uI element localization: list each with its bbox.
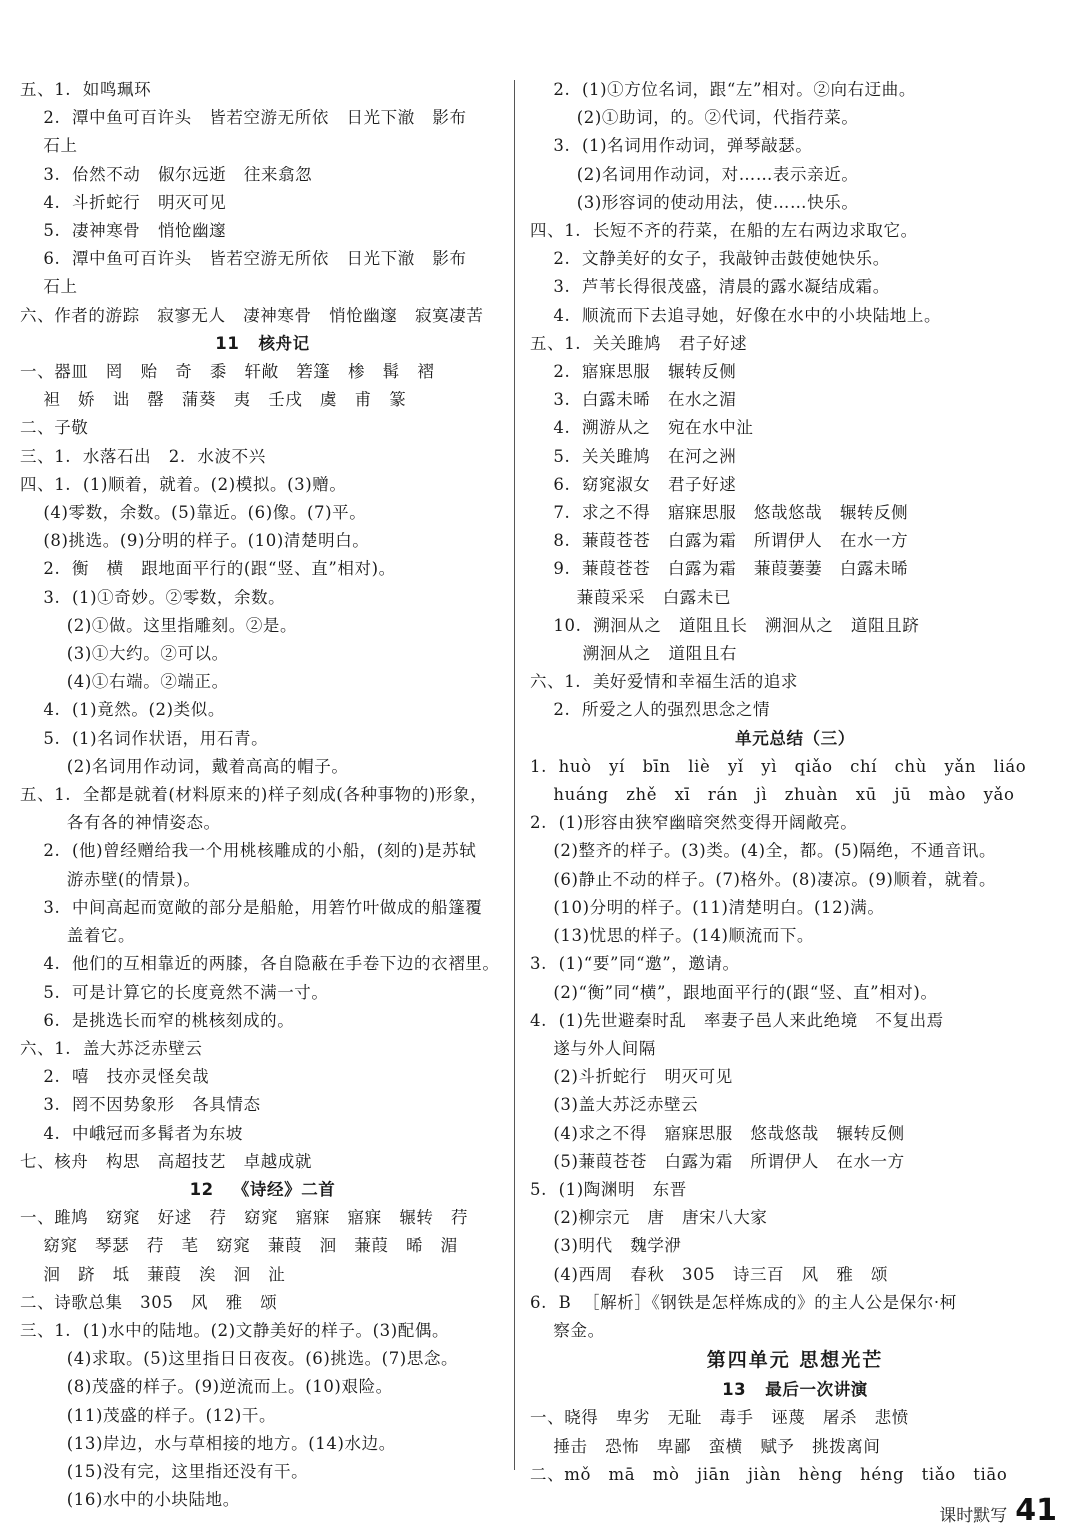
left-text-line: (8)茂盛的样子。(9)逆流而上。(10)艰险。 <box>20 1377 393 1397</box>
right-heading: 13 最后一次讲演 <box>722 1380 868 1400</box>
left-text-line: 3. 罔不因势象形 各具情态 <box>20 1095 261 1115</box>
left-text-line: (4)零数，余数。(5)靠近。(6)像。(7)平。 <box>20 503 367 523</box>
left-text-line: 三、1. 水落石出 2. 水波不兴 <box>20 446 266 466</box>
left-text-line: (15)没有完，这里指还没有干。 <box>20 1461 309 1481</box>
left-text-line: (2)①做。这里指雕刻。②是。 <box>20 615 298 635</box>
right-text-line: 五、1. 关关雎鸠 君子好逑 <box>530 333 748 353</box>
right-text-line: 4. 顺流而下去追寻她，好像在水中的小块陆地上。 <box>530 305 942 325</box>
column-divider <box>514 80 515 1470</box>
left-text-line: 游赤壁(的情景)。 <box>20 869 201 889</box>
right-text-line: 遂与外人间隔 <box>530 1038 656 1058</box>
page-footer <box>939 1493 1057 1528</box>
right-text-line: 4. (1)先世避秦时乱 率妻子邑人来此绝境 不复出焉 <box>530 1010 944 1030</box>
right-text-line: 察金。 <box>530 1320 605 1340</box>
right-text-line: 3. (1)名词用作动词，弹琴敲瑟。 <box>530 136 813 156</box>
left-text-line: 石上 <box>20 277 78 297</box>
right-text-line: (2)“衡”同“横”，跟地面平行的(跟“竖、直”相对)。 <box>530 982 938 1002</box>
left-text-line: 5. (1)名词作状语，用石青。 <box>20 728 269 748</box>
left-text-line: 袒 娇 诎 罄 蒲葵 夷 壬戌 虞 甫 篆 <box>20 390 407 410</box>
right-text-line: 8. 蒹葭苍苍 白露为霜 所谓伊人 在水一方 <box>530 531 909 551</box>
left-text-line: (4)求取。(5)这里指日日夜夜。(6)挑选。(7)思念。 <box>20 1349 459 1369</box>
left-text-line: 2. 嘻 技亦灵怪矣哉 <box>20 1067 210 1087</box>
right-text-line: 一、晓得 卑劣 无耻 毒手 诬蔑 屠杀 悲愤 <box>530 1408 909 1428</box>
right-text-line: 1. huò yí bīn liè yǐ yì qiǎo chí chù yǎn liáo <box>530 756 1027 776</box>
left-text-line: 5. 凄神寒骨 悄怆幽邃 <box>20 221 227 241</box>
left-text-line: 3. 佁然不动 俶尔远逝 往来翕忽 <box>20 164 313 184</box>
right-text-line: 6. 窈窕淑女 君子好逑 <box>530 474 737 494</box>
right-text-line: 2. (1)①方位名词，跟“左”相对。②向右迂曲。 <box>530 80 916 99</box>
left-text-line: 四、1. (1)顺着，就着。(2)模拟。(3)赠。 <box>20 474 347 494</box>
left-heading: 11 核舟记 <box>215 333 310 353</box>
left-text-line: 4. (1)竟然。(2)类似。 <box>20 700 225 720</box>
left-text-line: (16)水中的小块陆地。 <box>20 1490 240 1510</box>
right-text-line: 7. 求之不得 寤寐思服 悠哉悠哉 辗转反侧 <box>530 503 909 523</box>
left-text-line: (2)名词用作动词，戴着高高的帽子。 <box>20 756 349 776</box>
left-text-line: 三、1. (1)水中的陆地。(2)文静美好的样子。(3)配偶。 <box>20 1320 450 1340</box>
right-text-line: 3. 白露未晞 在水之湄 <box>530 390 737 410</box>
left-text-line: (3)①大约。②可以。 <box>20 644 229 664</box>
right-text-line: 溯洄从之 道阻且右 <box>530 644 737 664</box>
right-text-line: 5. 关关雎鸠 在河之洲 <box>530 446 737 466</box>
left-text-line: 五、1. 全都是就着(材料原来的)样子刻成(各种事物的)形象， <box>20 785 488 805</box>
left-text-line: 3. (1)①奇妙。②零数，余数。 <box>20 587 286 607</box>
page-number: 41 <box>1015 1493 1057 1528</box>
left-text-line: 2. 潭中鱼可百许头 皆若空游无所依 日光下澈 影布 <box>20 108 467 128</box>
left-text-line: 二、子敬 <box>20 418 89 438</box>
right-text-line: (2)斗折蛇行 明灭可见 <box>530 1067 733 1087</box>
right-text-line: 3. 芦苇长得很茂盛，清晨的露水凝结成霜。 <box>530 277 890 297</box>
left-text-line: 6. 是挑选长而窄的桃核刻成的。 <box>20 1010 295 1030</box>
right-text-line: (2)名词用作动词，对……表示亲近。 <box>530 164 859 184</box>
right-text-line: huáng zhě xī rán jì zhuàn xū jū mào yǎo <box>530 785 1015 805</box>
left-text-line: 七、核舟 构思 高超技艺 卓越成就 <box>20 1151 313 1171</box>
right-text-line: 6. B ［解析］《钢铁是怎样炼成的》的主人公是保尔·柯 <box>530 1292 957 1312</box>
left-text-line: 一、雎鸠 窈窕 好逑 荇 窈窕 寤寐 寤寐 辗转 荇 <box>20 1208 469 1228</box>
left-text-line: 2. 衡 横 跟地面平行的(跟“竖、直”相对)。 <box>20 559 396 579</box>
right-text-line: (2)①助词，的。②代词，代指荇菜。 <box>530 108 859 128</box>
right-text-line: 4. 溯游从之 宛在水中沚 <box>530 418 754 438</box>
left-heading: 12 《诗经》二首 <box>189 1179 336 1199</box>
left-text-line: 石上 <box>20 136 78 156</box>
right-text-line: (10)分明的样子。(11)清楚明白。(12)满。 <box>530 897 885 917</box>
right-column <box>530 76 1060 1489</box>
right-text-line: 10. 溯洄从之 道阻且长 溯洄从之 道阻且跻 <box>530 615 920 635</box>
right-text-line: 四、1. 长短不齐的荇菜，在船的左右两边求取它。 <box>530 221 918 241</box>
right-text-line: 蒹葭采采 白露未已 <box>530 587 732 607</box>
left-text-line: (4)①右端。②端正。 <box>20 672 229 692</box>
left-text-line: 各有各的神情姿态。 <box>20 813 221 833</box>
left-text-line: (13)岸边，水与草相接的地方。(14)水边。 <box>20 1433 396 1453</box>
right-text-line: (4)求之不得 寤寐思服 悠哉悠哉 辗转反侧 <box>530 1123 905 1143</box>
left-text-line: 窈窕 琴瑟 荇 芼 窈窕 蒹葭 洄 蒹葭 晞 湄 <box>20 1236 458 1256</box>
left-text-line: 二、诗歌总集 305 风 雅 颂 <box>20 1292 278 1312</box>
left-text-line: (11)茂盛的样子。(12)干。 <box>20 1405 277 1425</box>
left-text-line: 五、1. 如鸣珮环 <box>20 80 152 99</box>
right-text-line: (13)忧思的样子。(14)顺流而下。 <box>530 926 815 946</box>
right-text-line: 5. (1)陶渊明 东晋 <box>530 1179 687 1199</box>
right-text-line: 2. 寤寐思服 辗转反侧 <box>530 362 737 382</box>
right-text-line: 2. (1)形容由狭窄幽暗突然变得开阔敞亮。 <box>530 813 858 833</box>
right-text-line: (2)整齐的样子。(3)类。(4)全，都。(5)隔绝，不通音讯。 <box>530 841 997 861</box>
left-text-line: 洄 跻 坻 蒹葭 涘 洄 沚 <box>20 1264 286 1284</box>
right-text-line: (5)蒹葭苍苍 白露为霜 所谓伊人 在水一方 <box>530 1151 905 1171</box>
right-heading: 第四单元 思想光芒 <box>706 1349 884 1372</box>
right-text-line: 2. 所爱之人的强烈思念之情 <box>530 700 771 720</box>
right-text-line: (6)静止不动的样子。(7)格外。(8)凄凉。(9)顺着，就着。 <box>530 869 997 889</box>
left-text-line: 6. 潭中鱼可百许头 皆若空游无所依 日光下澈 影布 <box>20 249 467 269</box>
left-text-line: 一、器皿 罔 贻 奇 黍 轩敞 箬篷 椮 髯 褶 <box>20 362 435 382</box>
right-text-line: 六、1. 美好爱情和幸福生活的追求 <box>530 672 799 692</box>
right-text-line: (2)柳宗元 唐 唐宋八大家 <box>530 1208 768 1228</box>
footer-label: 课时默写 <box>939 1506 1008 1526</box>
left-text-line: 六、作者的游踪 寂寥无人 凄神寒骨 悄怆幽邃 寂寞凄苦 <box>20 305 484 325</box>
right-text-line: 二、mǒ mā mò jiān jiàn hèng héng tiǎo tiāo <box>530 1464 1008 1484</box>
right-text-line: 2. 文静美好的女子，我敲钟击鼓使她快乐。 <box>530 249 890 269</box>
right-text-line: (3)形容词的使动用法，使……快乐。 <box>530 192 859 212</box>
right-text-line: (4)西周 春秋 305 诗三百 风 雅 颂 <box>530 1264 889 1284</box>
right-text-line: 3. (1)“要”同“邀”，邀请。 <box>530 954 740 974</box>
left-text-line: 4. 斗折蛇行 明灭可见 <box>20 192 227 212</box>
left-text-line: 4. 他们的互相靠近的两膝，各自隐蔽在手卷下边的衣褶里。 <box>20 954 500 974</box>
left-text-line: 六、1. 盖大苏泛赤壁云 <box>20 1038 203 1058</box>
right-text-line: (3)盖大苏泛赤壁云 <box>530 1095 699 1115</box>
left-text-line: 2. (他)曾经赠给我一个用桃核雕成的小船，(刻的)是苏轼 <box>20 841 477 861</box>
left-text-line: (8)挑选。(9)分明的样子。(10)清楚明白。 <box>20 531 370 551</box>
left-text-line: 5. 可是计算它的长度竟然不满一寸。 <box>20 982 329 1002</box>
right-text-line: 9. 蒹葭苍苍 白露为霜 蒹葭萋萋 白露未晞 <box>530 559 909 579</box>
left-text-line: 盖着它。 <box>20 926 136 946</box>
right-text-line: 捶击 恐怖 卑鄙 蛮横 赋予 挑拨离间 <box>530 1436 881 1456</box>
left-column <box>20 76 505 1514</box>
right-text-line: (3)明代 魏学洢 <box>530 1236 682 1256</box>
left-text-line: 4. 中峨冠而多髯者为东坡 <box>20 1123 244 1143</box>
left-text-line: 3. 中间高起而宽敞的部分是船舱，用箬竹叶做成的船篷覆 <box>20 897 483 917</box>
right-heading: 单元总结（三） <box>735 728 855 748</box>
